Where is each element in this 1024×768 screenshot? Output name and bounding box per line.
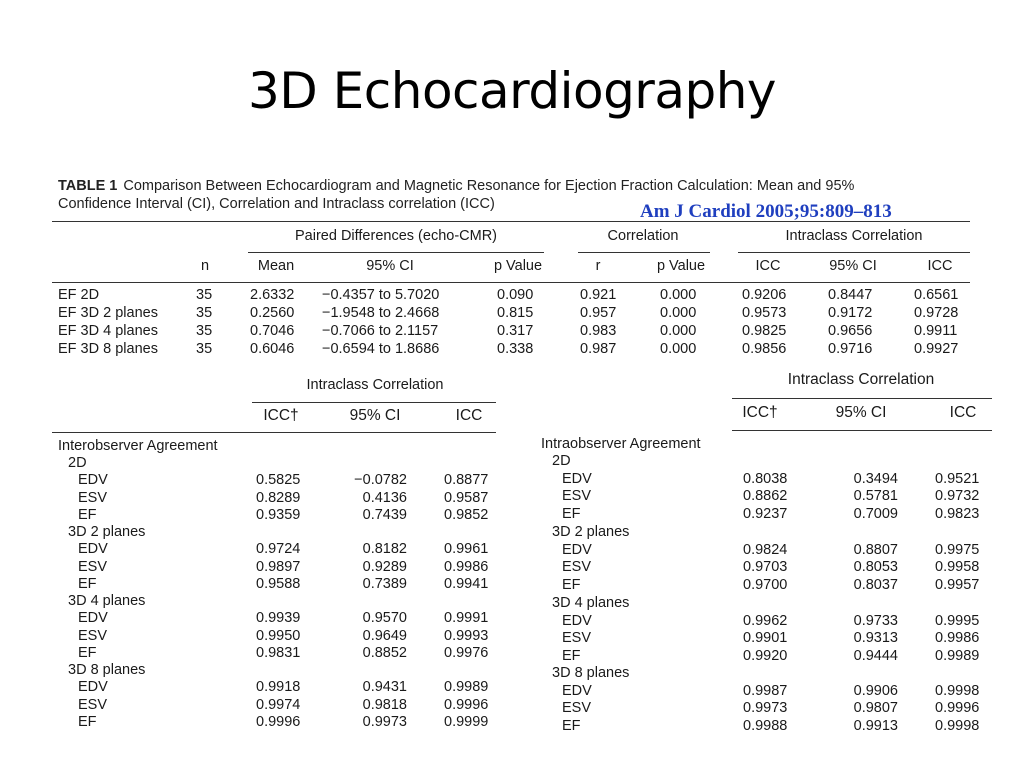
inter-col-icc-2: ICC <box>455 407 483 424</box>
cell-icc1: 0.9824 <box>743 541 788 558</box>
row-label: ESV <box>78 558 108 575</box>
cell-icc1: 0.9939 <box>256 610 301 627</box>
inter-agreement-title: Interobserver Agreement <box>58 438 218 454</box>
cell-mean: 0.7046 <box>250 323 295 339</box>
cell-icc2: 0.8877 <box>444 472 489 489</box>
inter-group-header: Intraclass Correlation <box>306 377 444 393</box>
col-mean: Mean <box>257 258 295 274</box>
cell-icc1: 0.9700 <box>743 576 788 593</box>
cell-r: 0.957 <box>580 305 617 321</box>
cell-ci: 0.8053 <box>853 559 898 575</box>
section-label: 3D 2 planes <box>68 524 146 540</box>
col-ci-2: 95% CI <box>829 258 877 274</box>
cell-icc2: 0.9996 <box>444 696 489 713</box>
row-label: ESV <box>562 488 592 504</box>
row-label: EDV <box>78 472 108 489</box>
cell-mean: 2.6332 <box>250 287 295 303</box>
cell-icc2: 0.9975 <box>935 541 980 558</box>
cell-icc1: 0.9206 <box>742 287 787 303</box>
correlation-group-header: Correlation <box>607 228 679 244</box>
cell-icc2: 0.9995 <box>935 612 980 629</box>
cell-n: 35 <box>196 287 213 303</box>
cell-icc1: 0.9825 <box>742 323 787 339</box>
col-ci: 95% CI <box>366 258 414 274</box>
row-label: ESV <box>78 627 108 644</box>
row-label: EF <box>562 717 581 734</box>
cell-ci: 0.8182 <box>362 541 407 558</box>
cell-p1: 0.090 <box>497 287 534 303</box>
cell-icc2: 0.9986 <box>935 630 980 646</box>
row-label: EDV <box>562 541 592 558</box>
cell-p1: 0.815 <box>497 305 534 321</box>
row-label: EF <box>562 647 581 664</box>
cell-icc2: 0.9941 <box>444 575 489 592</box>
row-label: ESV <box>562 630 592 646</box>
cell-icc2: 0.9989 <box>444 679 489 696</box>
inter-header-rule <box>52 432 496 433</box>
citation: Am J Cardiol 2005;95:809–813 <box>640 201 892 222</box>
intra-col-ci: 95% CI <box>835 404 887 421</box>
cell-icc2: 0.9728 <box>914 305 959 321</box>
row-label: EDV <box>78 610 108 627</box>
cell-icc2: 0.9587 <box>444 489 489 506</box>
section-label: 3D 2 planes <box>552 524 630 540</box>
cell-icc1: 0.9920 <box>743 647 788 664</box>
row-label: EDV <box>562 682 592 699</box>
intra-header-rule <box>732 430 992 431</box>
inter-col-ci: 95% CI <box>349 407 401 424</box>
cell-icc2: 0.9986 <box>444 558 489 575</box>
cell-icc2: 0.9961 <box>444 541 489 558</box>
cell-icc2: 0.9991 <box>444 610 489 627</box>
intra-col-icc-2: ICC <box>949 404 977 421</box>
section-label: 3D 8 planes <box>68 662 146 678</box>
cell-icc2: 0.9998 <box>935 682 980 699</box>
cell-icc2: 0.9958 <box>935 559 980 575</box>
row-label: ESV <box>562 700 592 716</box>
col-n: n <box>200 258 210 274</box>
cell-ci: 0.9818 <box>362 696 407 713</box>
cell-ci: 0.9973 <box>362 713 407 730</box>
cell-icc1: 0.8862 <box>743 488 788 504</box>
cell-n: 35 <box>196 305 213 321</box>
cell-p2: 0.000 <box>660 341 697 357</box>
cell-p1: 0.338 <box>497 341 534 357</box>
cell-p2: 0.000 <box>660 287 697 303</box>
cell-ci: 0.3494 <box>853 470 898 487</box>
cell-icc1: 0.9901 <box>743 630 788 646</box>
cell-ci: 0.9733 <box>853 612 898 629</box>
cell-ci: −0.7066 to 2.1157 <box>322 323 439 339</box>
cell-icc2: 0.9999 <box>444 713 489 730</box>
section-label: 3D 8 planes <box>552 665 630 681</box>
cell-ci: 0.9444 <box>853 647 898 664</box>
inter-group-rule <box>252 402 496 403</box>
cell-icc2: 0.9911 <box>914 323 958 339</box>
cell-icc1: 0.9703 <box>743 559 788 575</box>
cell-icc1: 0.9724 <box>256 541 301 558</box>
row-label: EF <box>562 505 581 522</box>
section-label: 3D 4 planes <box>68 593 146 609</box>
cell-icc2: 0.9976 <box>444 644 489 661</box>
correlation-group-rule <box>578 252 710 253</box>
cell-ci: 0.4136 <box>362 489 407 506</box>
cell-mean: 0.2560 <box>250 305 295 321</box>
cell-icc2: 0.6561 <box>914 287 959 303</box>
intra-col-icc-1: ICC† <box>742 404 778 421</box>
cell-icc1: 0.9962 <box>743 612 788 629</box>
cell-icc1: 0.9950 <box>256 627 301 644</box>
intra-group-header: Intraclass Correlation <box>787 371 935 388</box>
inter-col-icc-1: ICC† <box>263 407 299 424</box>
cell-ci: 0.9431 <box>362 679 407 696</box>
row-label: EF <box>78 506 97 523</box>
cell-n: 35 <box>196 323 213 339</box>
section-label: 2D <box>552 453 571 469</box>
cell-ci: −0.6594 to 1.8686 <box>322 341 440 357</box>
cell-icc2: 0.9993 <box>444 627 489 644</box>
cell-ci: −0.4357 to 5.7020 <box>322 287 440 303</box>
col-icc-2: ICC <box>927 258 953 274</box>
row-label: ESV <box>562 559 592 575</box>
table1-header-rule <box>52 282 970 283</box>
row-label: EF <box>562 576 581 593</box>
cell-ci: 0.9570 <box>362 610 407 627</box>
cell-icc2: 0.9957 <box>935 576 980 593</box>
caption-line-1: Comparison Between Echocardiogram and Magnetic Resonance for Ejection Fraction Calculation: Mean and 95% <box>123 178 855 194</box>
cell-mean: 0.6046 <box>250 341 295 357</box>
cell-icc1: 0.9831 <box>256 644 301 661</box>
cell-icc1: 0.9996 <box>256 713 301 730</box>
row-label: EF <box>78 713 97 730</box>
cell-icc2: 0.9852 <box>444 506 489 523</box>
cell-ci: 0.9313 <box>853 630 898 646</box>
col-icc-1: ICC <box>755 258 781 274</box>
intra-agreement-title: Intraobserver Agreement <box>541 436 701 452</box>
cell-p2: 0.000 <box>660 305 697 321</box>
row-label: EF 3D 2 planes <box>58 305 158 321</box>
icc-group-header: Intraclass Correlation <box>785 228 923 244</box>
cell-icc1: 0.9856 <box>742 341 787 357</box>
cell-ci2: 0.9716 <box>828 341 873 357</box>
cell-icc1: 0.9237 <box>743 505 788 522</box>
cell-icc1: 0.8289 <box>256 489 301 506</box>
cell-r: 0.983 <box>580 323 617 339</box>
cell-icc1: 0.5825 <box>256 472 301 489</box>
paired-group-header: Paired Differences (echo-CMR) <box>295 228 497 244</box>
cell-ci2: 0.9172 <box>828 305 873 321</box>
cell-icc2: 0.9989 <box>935 647 980 664</box>
row-label: EF <box>78 644 97 661</box>
row-label: EDV <box>78 541 108 558</box>
cell-ci: 0.8852 <box>362 644 407 661</box>
table1-top-rule <box>52 221 970 222</box>
cell-icc1: 0.9987 <box>743 682 788 699</box>
cell-ci: 0.9649 <box>362 627 407 644</box>
row-label: EF 2D <box>58 287 100 303</box>
table-label: TABLE 1 <box>58 178 118 194</box>
cell-ci2: 0.8447 <box>828 287 873 303</box>
cell-icc1: 0.9588 <box>256 575 301 592</box>
row-label: ESV <box>78 489 108 506</box>
cell-ci: −1.9548 to 2.4668 <box>322 305 440 321</box>
section-label: 2D <box>68 455 87 471</box>
cell-ci: 0.7009 <box>853 505 898 522</box>
row-label: EDV <box>78 679 108 696</box>
row-label: EF 3D 4 planes <box>58 323 158 339</box>
row-label: EDV <box>562 470 592 487</box>
cell-icc2: 0.9823 <box>935 505 980 522</box>
section-label: 3D 4 planes <box>552 595 630 611</box>
cell-ci: 0.8807 <box>853 541 898 558</box>
cell-ci: 0.9906 <box>853 682 898 699</box>
cell-ci: 0.7389 <box>362 575 407 592</box>
intra-group-rule <box>732 398 992 399</box>
cell-icc1: 0.9918 <box>256 679 301 696</box>
paired-group-rule <box>248 252 544 253</box>
cell-ci: 0.9807 <box>853 700 898 716</box>
col-pvalue-1: p Value <box>493 258 543 274</box>
cell-r: 0.987 <box>580 341 617 357</box>
row-label: EDV <box>562 612 592 629</box>
caption-line-2: Confidence Interval (CI), Correlation and Intraclass correlation (ICC) <box>58 196 495 212</box>
cell-icc2: 0.9996 <box>935 700 980 716</box>
col-r: r <box>595 258 601 274</box>
cell-p1: 0.317 <box>497 323 534 339</box>
cell-ci: 0.8037 <box>853 576 898 593</box>
slide-title: 3D Echocardiography <box>247 62 777 120</box>
cell-icc1: 0.9897 <box>256 558 301 575</box>
cell-r: 0.921 <box>580 287 617 303</box>
cell-ci: 0.9289 <box>362 558 407 575</box>
cell-ci: 0.5781 <box>853 488 898 504</box>
cell-icc2: 0.9521 <box>935 470 980 487</box>
row-label: EF 3D 8 planes <box>58 341 158 357</box>
cell-icc1: 0.9973 <box>743 700 788 716</box>
row-label: EF <box>78 575 97 592</box>
cell-icc2: 0.9927 <box>914 341 959 357</box>
cell-ci: 0.7439 <box>362 506 407 523</box>
cell-ci: 0.9913 <box>853 717 898 734</box>
cell-icc1: 0.8038 <box>743 470 788 487</box>
cell-p2: 0.000 <box>660 323 697 339</box>
cell-n: 35 <box>196 341 213 357</box>
cell-ci: −0.0782 <box>354 472 407 489</box>
col-pvalue-2: p Value <box>656 258 706 274</box>
cell-icc1: 0.9974 <box>256 696 301 713</box>
row-label: ESV <box>78 696 108 713</box>
cell-icc2: 0.9732 <box>935 488 980 504</box>
cell-icc2: 0.9998 <box>935 717 980 734</box>
cell-ci2: 0.9656 <box>828 323 873 339</box>
cell-icc1: 0.9988 <box>743 717 788 734</box>
cell-icc1: 0.9359 <box>256 506 301 523</box>
cell-icc1: 0.9573 <box>742 305 787 321</box>
icc-group-rule <box>738 252 970 253</box>
